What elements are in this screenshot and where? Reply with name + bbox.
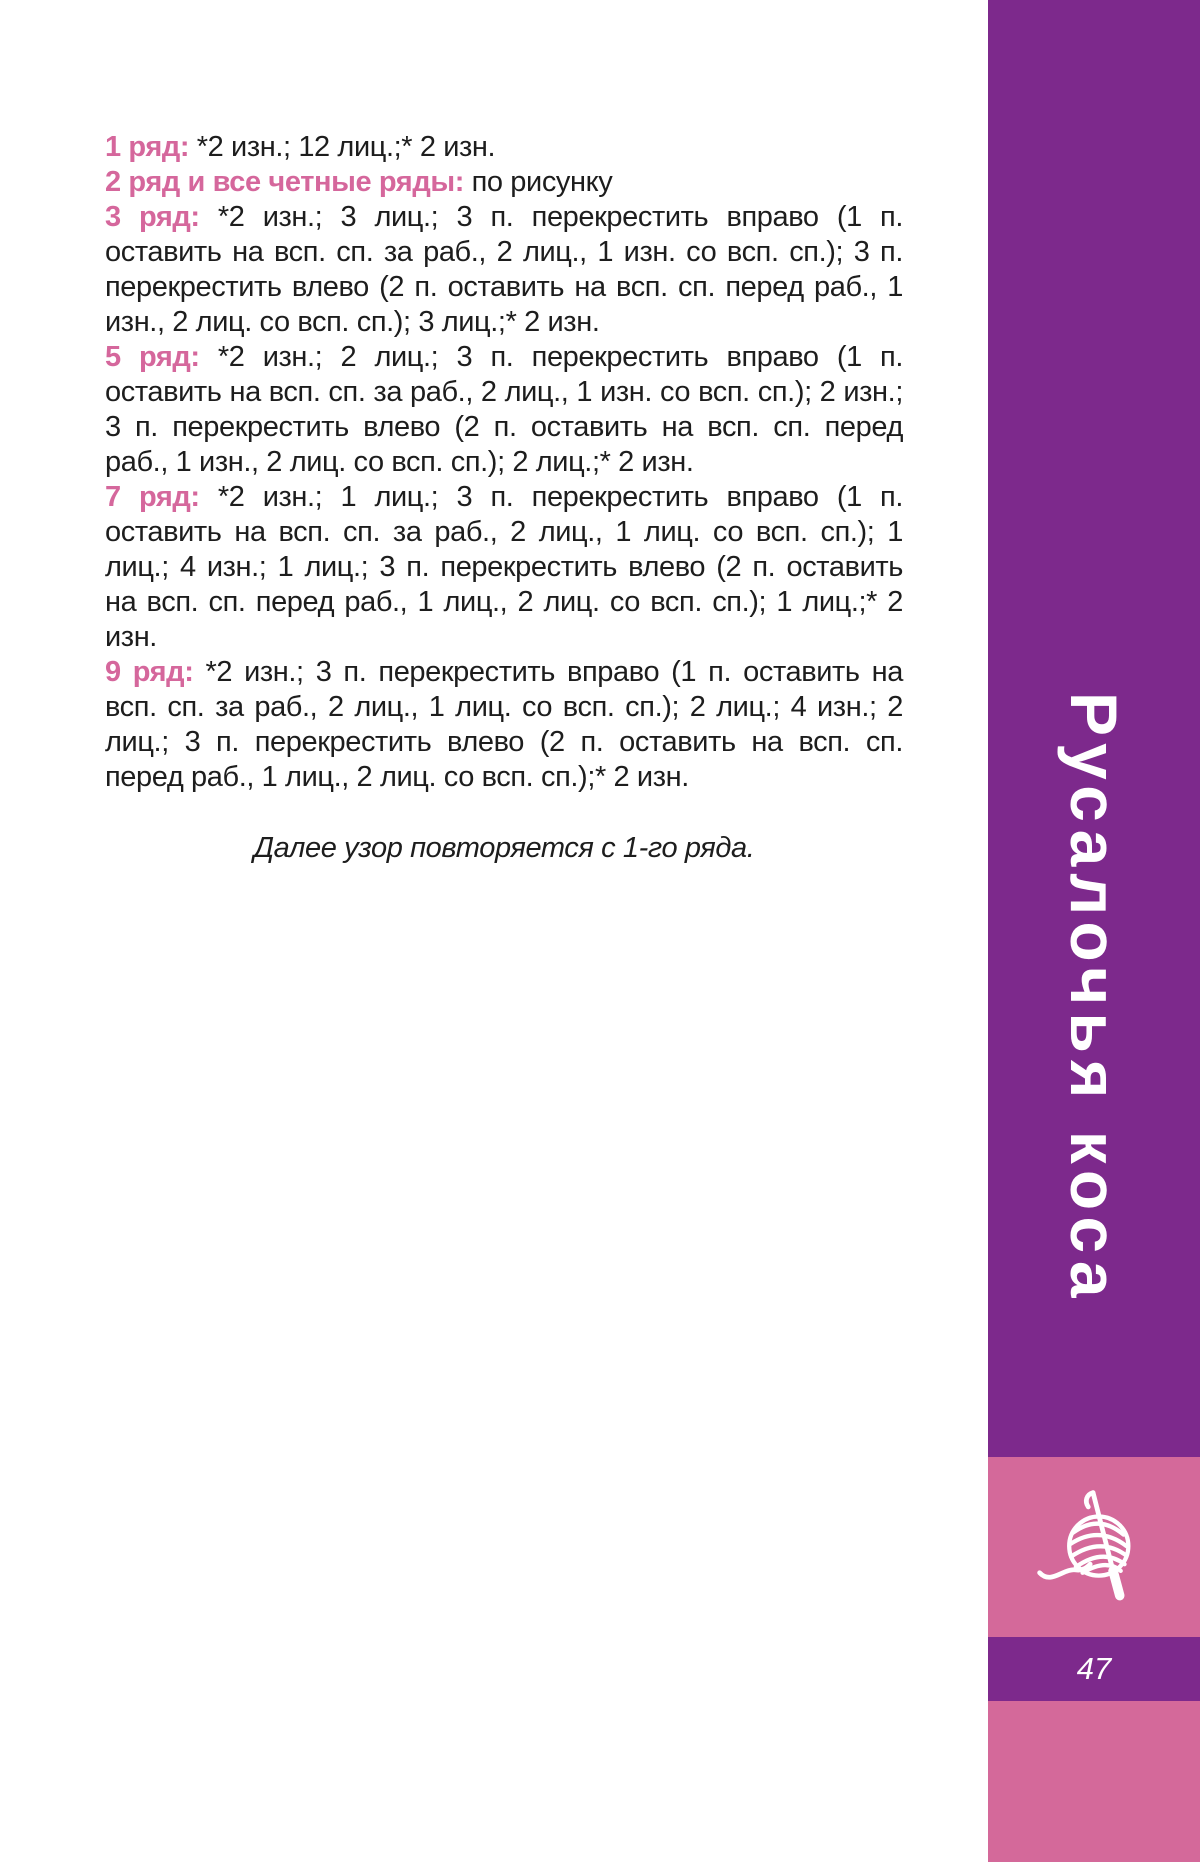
row-text: по рисунку bbox=[463, 166, 613, 198]
pattern-instructions bbox=[105, 130, 903, 866]
row-label: 1 ряд: bbox=[105, 131, 190, 163]
pattern-row bbox=[105, 340, 903, 480]
pattern-row bbox=[105, 165, 903, 200]
pattern-row bbox=[105, 130, 903, 165]
row-label: 2 ряд и все четные ряды: bbox=[105, 166, 464, 198]
row-label: 7 ряд: bbox=[105, 481, 200, 513]
chapter-sidebar bbox=[988, 0, 1200, 1457]
yarn-ball-icon bbox=[1032, 1485, 1156, 1609]
row-text: *2 изн.; 3 п. перекрестить вправо (1 п. оставить на всп. сп. за раб., 2 лиц., 1 лиц. со всп. сп.); 2 лиц.; 4 изн.; 2 лиц.; 3 п. перекрестить влево (2 п. оставить на всп. сп. перед раб., 1 лиц., 2 лиц. со всп. сп.);* 2 изн. bbox=[105, 656, 903, 793]
pattern-row bbox=[105, 655, 903, 795]
repeat-note: Далее узор повторяется с 1-го ряда. bbox=[253, 832, 755, 864]
row-text: *2 изн.; 1 лиц.; 3 п. перекрестить вправо (1 п. оставить на всп. сп. за раб., 2 лиц., 1 лиц. со всп. сп.); 1 лиц.; 4 изн.; 1 лиц.; 3 п. перекрестить влево (2 п. оставить на всп. сп. перед раб., 1 лиц., 2 лиц. со всп. сп.); 1 лиц.;* 2 изн. bbox=[105, 481, 903, 653]
sidebar-icon-block bbox=[988, 1457, 1200, 1637]
page-number: 47 bbox=[1076, 1651, 1112, 1686]
page-number-band bbox=[988, 1637, 1200, 1701]
pattern-row bbox=[105, 480, 903, 655]
pattern-row bbox=[105, 200, 903, 340]
chapter-title-vertical: Русалочья коса bbox=[1057, 692, 1131, 1305]
row-label: 5 ряд: bbox=[105, 341, 200, 373]
sidebar-bottom-block bbox=[988, 1701, 1200, 1862]
row-text: *2 изн.; 12 лиц.;* 2 изн. bbox=[189, 131, 496, 163]
row-label: 9 ряд: bbox=[105, 656, 194, 688]
row-text: *2 изн.; 2 лиц.; 3 п. перекрестить вправо (1 п. оставить на всп. сп. за раб., 2 лиц., 1 изн. со всп. сп.); 2 изн.; 3 п. перекрестить влево (2 п. оставить на всп. сп. перед раб., 1 изн., 2 лиц. со всп. сп.); 2 лиц.;* 2 изн. bbox=[105, 341, 903, 478]
row-label: 3 ряд: bbox=[105, 201, 200, 233]
row-text: *2 изн.; 3 лиц.; 3 п. перекрестить вправо (1 п. оставить на всп. сп. за раб., 2 лиц., 1 изн. со всп. сп.); 3 п. перекрестить влево (2 п. оставить на всп. сп. перед раб., 1 изн., 2 лиц. со всп. сп.); 3 лиц.;* 2 изн. bbox=[105, 201, 903, 338]
